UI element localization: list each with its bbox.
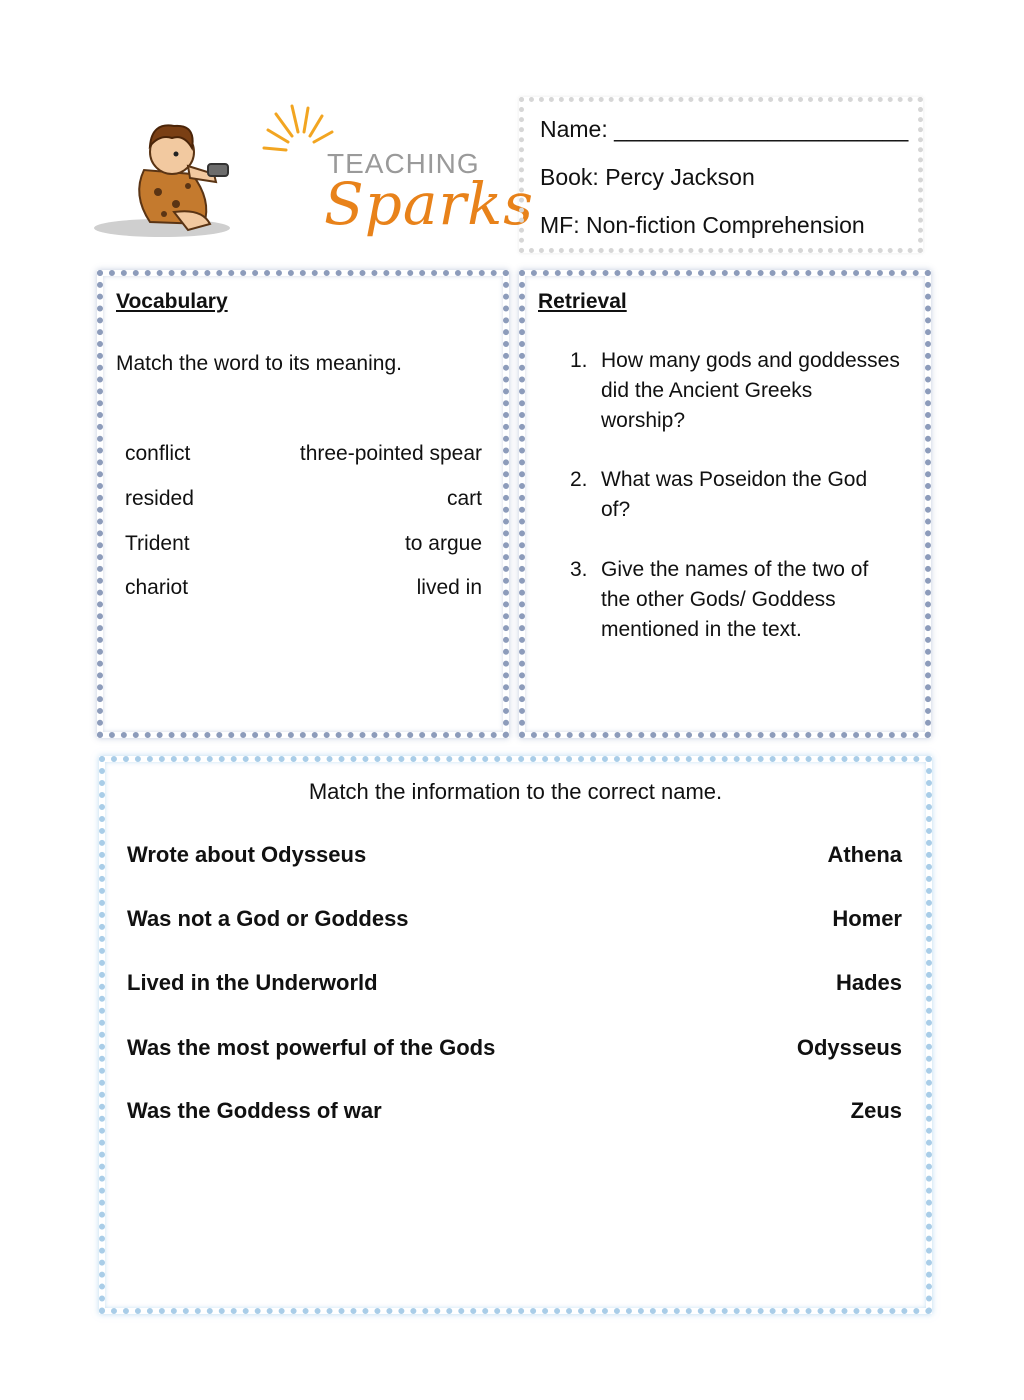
question-text: What was Poseidon the God of?: [601, 468, 868, 521]
matching-instruction: Match the information to the correct name.: [308, 779, 723, 804]
vocab-meaning: lived in: [416, 576, 482, 599]
student-info-box: [519, 97, 923, 253]
question-item: [570, 465, 901, 525]
match-clue: Was the most powerful of the Gods: [127, 1035, 496, 1060]
match-name: Zeus: [850, 1098, 902, 1123]
question-number: 1.: [570, 349, 588, 372]
book-title: Book: Percy Jackson: [540, 164, 755, 190]
question-item: [570, 555, 901, 645]
match-name: Athena: [827, 842, 902, 867]
vocab-meaning: three-pointed spear: [299, 442, 482, 465]
vocab-meaning: to argue: [404, 532, 482, 555]
brand-sparks-text: Sparks: [324, 170, 535, 238]
retrieval-panel: [519, 270, 931, 738]
retrieval-heading: Retrieval: [538, 290, 627, 313]
vocab-word: Trident: [125, 532, 190, 555]
question-item: [570, 346, 901, 436]
vocabulary-instruction: Match the word to its meaning.: [116, 352, 402, 375]
vocab-word: conflict: [125, 442, 191, 465]
question-text: How many gods and goddesses did the Ancient Greeks worship?: [601, 349, 900, 432]
mf-line: MF: Non-fiction Comprehension: [540, 212, 865, 238]
question-text: Give the names of the two of the other Gods/ Goddess mentioned in the text.: [601, 558, 869, 641]
vocab-word: resided: [125, 487, 194, 510]
matching-panel: [99, 756, 932, 1314]
vocabulary-panel: [97, 270, 509, 738]
question-number: 2.: [570, 468, 588, 491]
match-clue: Wrote about Odysseus: [127, 842, 367, 867]
question-number: 3.: [570, 558, 588, 581]
brand-teaching-text: TEACHING: [327, 148, 480, 179]
teaching-sparks-logo: [92, 100, 535, 250]
vocabulary-heading: Vocabulary: [116, 290, 228, 313]
match-name: Homer: [832, 906, 902, 931]
vocab-meaning: cart: [446, 487, 482, 510]
match-clue: Was the Goddess of war: [127, 1098, 382, 1123]
match-name: Hades: [835, 970, 902, 995]
match-clue: Was not a God or Goddess: [127, 906, 409, 931]
vocab-word: chariot: [125, 576, 189, 599]
name-field-label[interactable]: Name: _______________________: [540, 116, 909, 142]
match-name: Odysseus: [796, 1035, 902, 1060]
match-clue: Lived in the Underworld: [127, 970, 378, 995]
